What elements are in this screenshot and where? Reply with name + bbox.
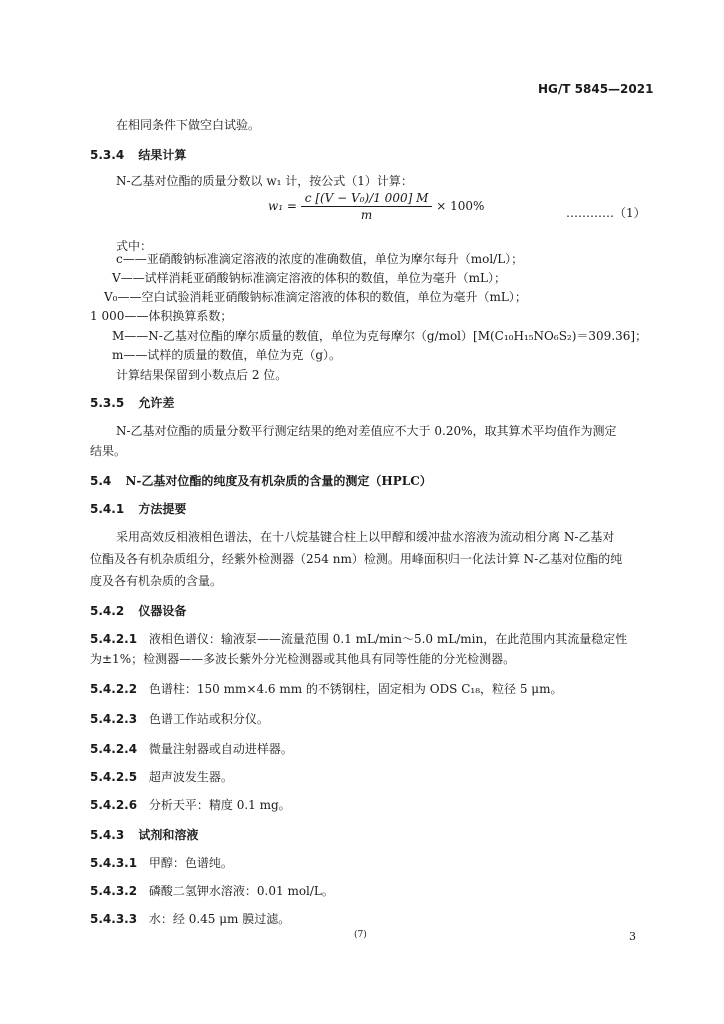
item-5-4-3-3: [90, 910, 290, 927]
variable-v0: V₀——空白试验消耗亚硝酸钠标准滴定溶液的体积的数值，单位为毫升（mL）；: [104, 290, 527, 304]
method-summary-line-2: 位酯及各有机杂质组分，经紫外检测器（254 nm）检测。用峰面积归一化法计算 N-乙基对位酯的纯: [90, 552, 623, 566]
variable-1000: 1 000——体积换算系数；: [90, 309, 233, 323]
formula-tag: …………（1）: [566, 206, 646, 220]
blank-test-sentence: 在相同条件下做空白试验。: [116, 118, 261, 132]
standard-code: HG/T 5845—2021: [538, 82, 654, 96]
variable-m: m——试样的质量的数值，单位为克（g）。: [112, 348, 342, 362]
section-number: 5.3.5: [90, 396, 125, 410]
section-title: 试剂和溶液: [138, 828, 199, 842]
formula-intro: N-乙基对位酯的质量分数以 w₁ 计，按公式（1）计算：: [116, 174, 413, 188]
item-text: 超声波发生器。: [148, 770, 233, 784]
item-number: 5.4.2.3: [90, 712, 138, 726]
section-title: 结果计算: [138, 148, 187, 162]
section-title: 允许差: [138, 396, 175, 410]
section-5-4-heading: [90, 472, 432, 489]
variable-c: c——亚硝酸钠标准滴定溶液的浓度的准确数值，单位为摩尔每升（mol/L）；: [116, 252, 524, 266]
item-text: 水：经 0.45 μm 膜过滤。: [148, 912, 291, 926]
item-text: 色谱工作站或积分仪。: [148, 712, 269, 726]
item-text: 磷酸二氢钾水溶液：0.01 mol/L。: [148, 884, 334, 898]
rounding-note: 计算结果保留到小数点后 2 位。: [116, 368, 288, 382]
formula-factor: × 100%: [436, 199, 485, 213]
section-5-3-4-heading: [90, 146, 186, 163]
item-number: 5.4.3.2: [90, 884, 138, 898]
section-number: 5.4.3: [90, 828, 125, 842]
where-label: 式中：: [116, 239, 153, 253]
item-5-4-2-3: [90, 710, 269, 727]
formula-denominator: m: [360, 208, 373, 222]
section-title: N-乙基对位酯的纯度及有机杂质的含量的测定（HPLC）: [125, 474, 432, 488]
item-5-4-2-1-line-2: 为±1%；检测器——多波长紫外分光检测器或其他具有同等性能的分光检测器。: [90, 652, 516, 666]
item-text: 液相色谱仪：输液泵——流量范围 0.1 mL/min～5.0 mL/min，在此范围内其流量稳定性: [148, 632, 628, 646]
section-number: 5.3.4: [90, 148, 125, 162]
item-number: 5.4.2.2: [90, 682, 138, 696]
variable-v: V——试样消耗亚硝酸钠标准滴定溶液的体积的数值，单位为毫升（mL）；: [112, 271, 507, 285]
section-number: 5.4: [90, 474, 112, 488]
section-5-4-2-heading: [90, 602, 186, 619]
formula: [268, 191, 484, 222]
item-number: 5.4.2.4: [90, 742, 138, 756]
formula-fraction: [301, 191, 433, 222]
method-summary-line-1: 采用高效反相液相色谱法，在十八烷基键合柱上以甲醇和缓冲盐水溶液为流动相分离 N-乙基对: [116, 530, 615, 544]
tolerance-text-line-1: N-乙基对位酯的质量分数平行测定结果的绝对差值应不大于 0.20%，取其算术平均值作为测定: [116, 424, 617, 438]
page-number: 3: [629, 930, 636, 943]
item-number: 5.4.3.3: [90, 912, 138, 926]
item-number: 5.4.2.5: [90, 770, 138, 784]
formula-lhs: w₁ =: [268, 199, 297, 213]
variable-molar-mass: M——N-乙基对位酯的摩尔质量的数值，单位为克每摩尔（g/mol）[M(C₁₀H₁₅NO₆S₂)＝309.36]；: [112, 329, 648, 343]
item-5-4-2-1-line-1: [90, 630, 627, 647]
section-title: 方法提要: [138, 502, 187, 516]
item-text: 甲醇：色谱纯。: [148, 856, 233, 870]
formula-numerator: c [(V − V₀)/1 000] M: [301, 191, 433, 207]
item-5-4-3-1: [90, 854, 233, 871]
tolerance-text-line-2: 结果。: [90, 444, 127, 458]
item-number: 5.4.2.6: [90, 798, 138, 812]
item-5-4-2-5: [90, 768, 233, 785]
section-5-4-3-heading: [90, 826, 198, 843]
section-title: 仪器设备: [138, 604, 187, 618]
item-5-4-3-2: [90, 882, 334, 899]
item-number: 5.4.3.1: [90, 856, 138, 870]
item-text: 微量注射器或自动进样器。: [148, 742, 293, 756]
item-text: 色谱柱：150 mm×4.6 mm 的不锈钢柱，固定相为 ODS C₁₈，粒径 5 μm。: [148, 682, 563, 696]
section-number: 5.4.2: [90, 604, 125, 618]
section-5-4-1-heading: [90, 500, 186, 517]
footer-center-mark: (7): [354, 930, 367, 940]
item-5-4-2-2: [90, 680, 562, 697]
section-number: 5.4.1: [90, 502, 125, 516]
item-number: 5.4.2.1: [90, 632, 138, 646]
method-summary-line-3: 度及各有机杂质的含量。: [90, 574, 223, 588]
item-5-4-2-4: [90, 740, 293, 757]
section-5-3-5-heading: [90, 394, 174, 411]
item-text: 分析天平：精度 0.1 mg。: [148, 798, 291, 812]
item-5-4-2-6: [90, 796, 291, 813]
